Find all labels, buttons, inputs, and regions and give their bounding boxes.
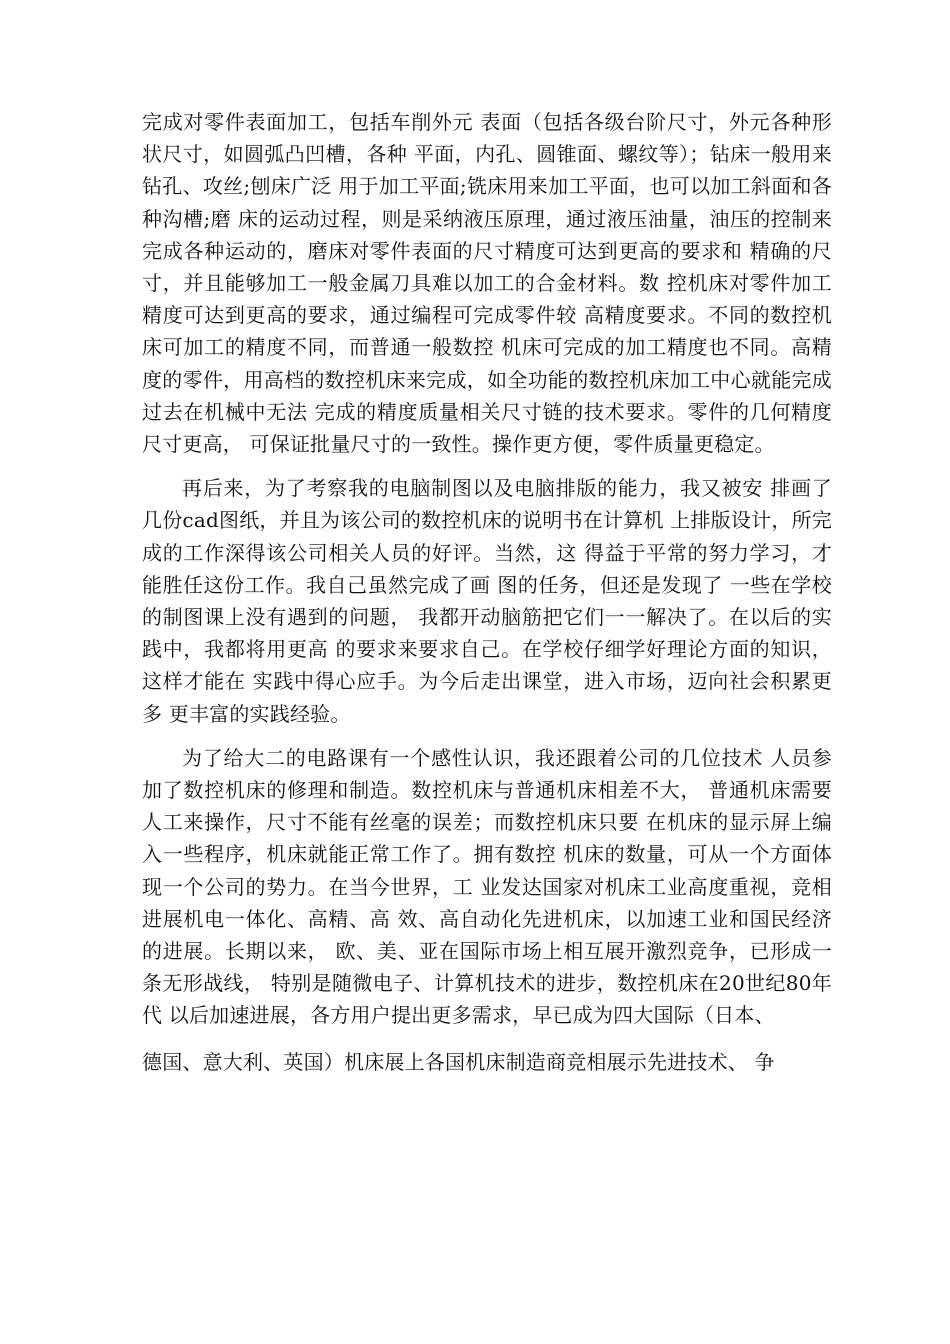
paragraph-cnc-repair: 为了给大二的电路课有一个感性认识，我还跟着公司的几位技术 人员参加了数控机床的修理和制造。数控机床与普通机床相差不大， 普通机床需要人工来操作，尺寸不能有丝毫的误差；而数控机床只要 在机床的显示屏上编入一些程序，机床就能正常工作了。拥有数控 机床的数量，可从一个方面体现一个公司的势力。在当今世界，工 业发达国家对机床工业高度重视，竞相进展机电一体化、高精、高 效、高自动化先进机床，以加速工业和国民经济的进展。长期以来， 欧、美、亚在国际市场上相互展开激烈竞争，已形成一条无形战线， 特别是随微电子、计算机技术的进步，数控机床在20世纪80年代 以后加速进展，各方用户提出更多需求，早已成为四大国际（日本、 — [142, 745, 832, 1028]
paragraph-cad-drawing: 再后来，为了考察我的电脑制图以及电脑排版的能力，我又被安 排画了几份cad图纸，并且为该公司的数控机床的说明书在计算机 上排版设计，所完成的工作深得该公司相关人员的好评。当然，这 得益于平常的努力学习，才能胜任这份工作。我自己虽然完成了画 图的任务，但还是发现了 一些在学校的制图课上没有遇到的问题， 我都开动脑筋把它们一一解决了。在以后的实践中，我都将用更高 的要求来要求自己。在学校仔细学好理论方面的知识，这样才能在 实践中得心应手。为今后走出课堂，进入市场，迈向社会积累更多 更丰富的实践经验。 — [142, 476, 832, 726]
paragraph-machining-methods: 完成对零件表面加工，包括车削外元 表面（包括各级台阶尺寸，外元各种形状尺寸，如圆弧凸凹槽，各种 平面，内孔、圆锥面、螺纹等）；钻床一般用来钻孔、攻丝;刨床广泛 用于加工平面;铣床用来加工平面，也可以加工斜面和各种沟槽;磨 床的运动过程，则是采纳液压原理，通过液压油量，油压的控制来 完成各种运动的，磨床对零件表面的尺寸精度可达到更高的要求和 精确的尺寸，并且能够加工一般金属刀具难以加工的合金材料。数 控机床对零件加工精度可达到更高的要求，通过编程可完成零件较 高精度要求。不同的数控机床可加工的精度不同，而普通一般数控 机床可完成的加工精度也不同。高精度的零件，用高档的数控机床来完成，如全功能的数控机床加工中心就能完成过去在机械中无法 完成的精度质量相关尺寸链的技术要求。零件的几何精度尺寸更高， 可保证批量尺寸的一致性。操作更方便，零件质量更稳定。 — [142, 110, 832, 457]
document-body — [142, 106, 832, 1090]
paragraph-continuation: 德国、意大利、英国）机床展上各国机床制造商竞相展示先进技术、 争 — [142, 1049, 775, 1074]
